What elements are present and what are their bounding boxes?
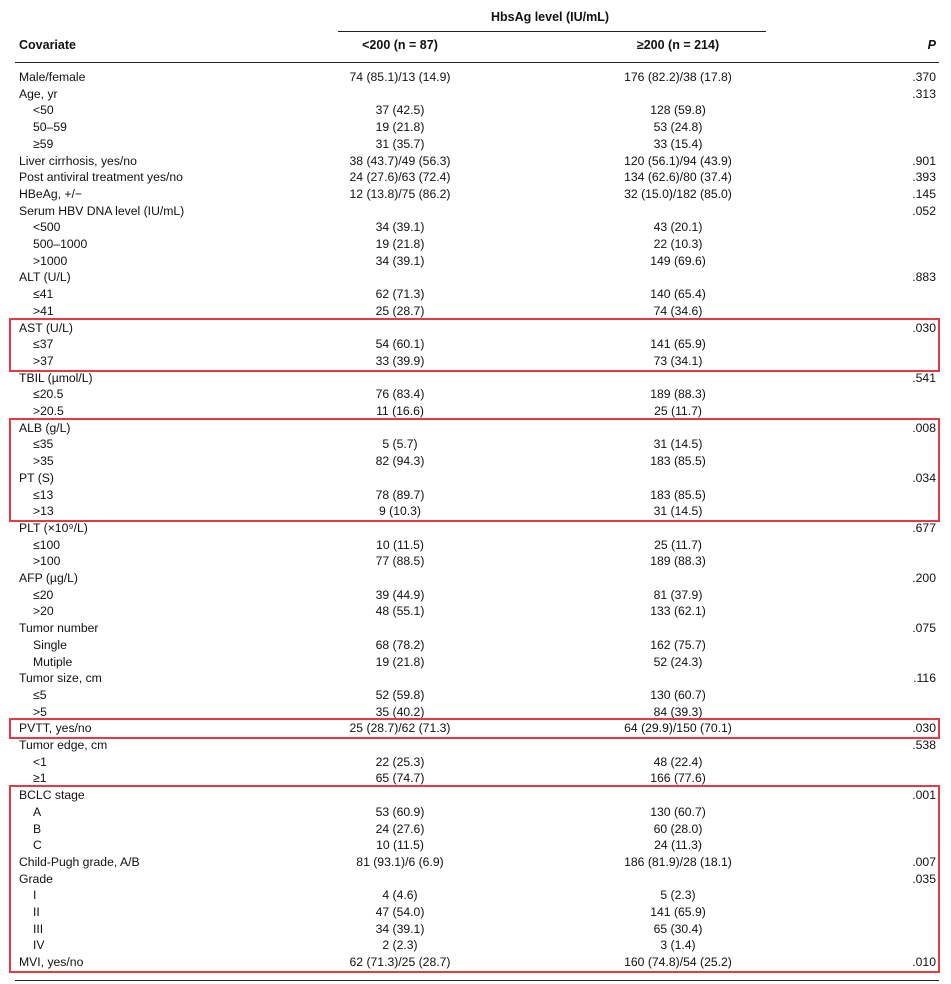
row-label: AFP (µg/L) xyxy=(19,571,78,585)
value-high: 31 (14.5) xyxy=(653,437,703,452)
value-low: 10 (11.5) xyxy=(376,838,424,853)
row-label: >100 xyxy=(33,554,61,569)
value-low: 81 (93.1)/6 (6.9) xyxy=(356,854,444,869)
table-row xyxy=(0,737,951,754)
value-high: 74 (34.6) xyxy=(653,303,703,318)
value-low: 31 (35.7) xyxy=(375,136,425,151)
value-low: 4 (4.6) xyxy=(382,888,418,903)
table-row xyxy=(0,654,951,671)
table-row xyxy=(0,102,951,119)
row-label: Post antiviral treatment yes/no xyxy=(19,170,183,185)
row-label: MVI, yes/no xyxy=(19,955,84,970)
value-high: 133 (62.1) xyxy=(650,604,706,619)
value-low: 34 (39.1) xyxy=(375,253,425,268)
group-header-rule xyxy=(338,31,766,32)
value-high: 134 (62.6)/80 (37.4) xyxy=(624,170,732,185)
value-low: 62 (71.3) xyxy=(375,287,425,302)
p-value: .393 xyxy=(912,170,936,185)
row-label: Tumor edge, cm xyxy=(19,738,108,752)
table-row xyxy=(0,69,951,86)
value-high: 22 (10.3) xyxy=(653,237,703,251)
value-low: 77 (88.5) xyxy=(375,554,425,569)
value-low: 65 (74.7) xyxy=(375,771,425,786)
row-label: ≤20.5 xyxy=(33,387,64,402)
table-row xyxy=(0,153,951,170)
table-row xyxy=(0,169,951,186)
row-label: Liver cirrhosis, yes/no xyxy=(19,153,137,168)
table-row xyxy=(0,286,951,303)
table-row xyxy=(0,687,951,704)
value-low: 47 (54.0) xyxy=(375,905,425,919)
row-label: Grade xyxy=(19,871,53,886)
highlight-box xyxy=(9,318,940,372)
row-label: ≤20 xyxy=(33,587,54,602)
row-label: ALT (U/L) xyxy=(19,270,71,285)
highlight-box xyxy=(9,785,940,973)
row-label: III xyxy=(33,921,44,936)
value-high: 52 (24.3) xyxy=(653,654,703,669)
row-label: HBeAg, +/− xyxy=(19,186,83,201)
row-label: Tumor size, cm xyxy=(19,671,102,686)
row-label: ALB (g/L) xyxy=(19,420,71,435)
row-label: >37 xyxy=(33,353,54,368)
row-label: II xyxy=(33,905,40,919)
value-high: 60 (28.0) xyxy=(653,821,703,836)
value-high: 25 (11.7) xyxy=(654,404,702,418)
table-row xyxy=(0,553,951,570)
value-low: 62 (71.3)/25 (28.7) xyxy=(349,955,451,970)
row-label: ≥1 xyxy=(33,771,47,786)
value-high: 53 (24.8) xyxy=(653,120,703,135)
value-low: 19 (21.8) xyxy=(375,654,425,669)
value-low: 68 (78.2) xyxy=(375,637,425,652)
value-high: 5 (2.3) xyxy=(660,888,696,903)
group-header: HbsAg level (IU/mL) xyxy=(490,10,610,24)
row-label: Serum HBV DNA level (IU/mL) xyxy=(19,203,185,218)
row-label: TBIL (µmol/L) xyxy=(19,370,93,385)
highlight-box xyxy=(9,718,940,739)
value-low: 76 (83.4) xyxy=(375,387,425,402)
table-row xyxy=(0,754,951,771)
value-high: 130 (60.7) xyxy=(650,804,706,819)
row-label: >5 xyxy=(33,704,47,719)
value-low: 2 (2.3) xyxy=(382,938,418,953)
row-label: C xyxy=(33,838,42,853)
row-label: Male/female xyxy=(19,70,86,84)
table-row xyxy=(0,136,951,153)
value-low: 24 (27.6)/63 (72.4) xyxy=(349,170,451,185)
value-high: 189 (88.3) xyxy=(650,554,706,569)
row-label: <50 xyxy=(33,103,54,118)
table-row xyxy=(0,253,951,270)
row-label: <1 xyxy=(33,754,47,769)
row-label: BCLC stage xyxy=(19,788,85,803)
column-header-row xyxy=(0,37,951,54)
row-label: ≤37 xyxy=(33,337,54,352)
value-high: 186 (81.9)/28 (18.1) xyxy=(624,854,732,869)
table-row xyxy=(0,620,951,637)
value-low: 53 (60.9) xyxy=(375,804,425,819)
value-low: 10 (11.5) xyxy=(376,537,424,552)
table-row xyxy=(0,219,951,236)
table-row xyxy=(0,386,951,403)
row-label: Single xyxy=(33,637,67,652)
value-low: 11 (16.6) xyxy=(376,404,424,418)
value-high: 81 (37.9) xyxy=(653,587,703,602)
value-low: 52 (59.8) xyxy=(375,687,425,702)
p-value: .145 xyxy=(912,186,936,201)
value-high: 183 (85.5) xyxy=(650,487,706,502)
value-high: 25 (11.7) xyxy=(654,537,702,552)
p-value: .052 xyxy=(912,203,936,218)
value-high: 64 (29.9)/150 (70.1) xyxy=(624,721,732,736)
column-header-low: <200 (n = 87) xyxy=(362,38,438,52)
row-label: 50–59 xyxy=(33,120,67,135)
p-value: .200 xyxy=(912,571,936,585)
row-label: 500–1000 xyxy=(33,237,88,251)
row-label: Age, yr xyxy=(19,86,58,101)
p-value: .007 xyxy=(912,854,936,869)
row-label: Tumor number xyxy=(19,621,99,636)
value-low: 39 (44.9) xyxy=(375,587,425,602)
row-label: >35 xyxy=(33,454,54,469)
value-low: 12 (13.8)/75 (86.2) xyxy=(349,186,451,201)
value-high: 149 (69.6) xyxy=(650,253,706,268)
value-low: 78 (89.7) xyxy=(375,487,425,502)
value-high: 160 (74.8)/54 (25.2) xyxy=(624,955,732,970)
value-high: 141 (65.9) xyxy=(650,337,706,352)
table-row xyxy=(0,119,951,136)
row-label: AST (U/L) xyxy=(19,320,73,335)
column-header-p: P xyxy=(927,38,936,52)
value-low: 33 (39.9) xyxy=(375,353,425,368)
value-high: 43 (20.1) xyxy=(653,220,703,235)
value-low: 25 (28.7) xyxy=(375,303,425,318)
p-value: .030 xyxy=(912,721,936,736)
column-header-high: ≥200 (n = 214) xyxy=(636,38,720,52)
value-high: 65 (30.4) xyxy=(653,921,703,936)
value-high: 31 (14.5) xyxy=(653,504,703,519)
value-low: 19 (21.8) xyxy=(375,120,425,135)
row-label: A xyxy=(33,804,42,819)
value-high: 128 (59.8) xyxy=(650,103,706,118)
value-low: 25 (28.7)/62 (71.3) xyxy=(349,721,451,736)
value-high: 48 (22.4) xyxy=(653,754,703,769)
value-low: 35 (40.2) xyxy=(375,704,425,719)
table-row xyxy=(0,86,951,103)
value-high: 140 (65.4) xyxy=(650,287,706,302)
value-low: 34 (39.1) xyxy=(375,921,425,936)
value-low: 5 (5.7) xyxy=(382,437,418,452)
row-label: ≤35 xyxy=(33,437,54,452)
value-low: 9 (10.3) xyxy=(378,504,421,519)
value-high: 73 (34.1) xyxy=(653,353,703,368)
bottom-rule xyxy=(15,980,939,981)
row-label: ≤5 xyxy=(33,687,47,702)
value-high: 32 (15.0)/182 (85.0) xyxy=(624,186,732,201)
value-high: 141 (65.9) xyxy=(650,905,706,919)
table-row xyxy=(0,637,951,654)
row-label: >41 xyxy=(33,303,54,318)
value-high: 162 (75.7) xyxy=(650,637,706,652)
row-label: I xyxy=(33,888,37,903)
p-value: .008 xyxy=(912,420,936,435)
value-low: 48 (55.1) xyxy=(375,604,425,619)
table-row xyxy=(0,587,951,604)
value-high: 33 (15.4) xyxy=(653,136,703,151)
table-row xyxy=(0,670,951,687)
value-high: 189 (88.3) xyxy=(650,387,706,402)
table-row xyxy=(0,236,951,253)
row-label: ≥59 xyxy=(33,136,54,151)
row-label: Mutiple xyxy=(33,654,73,669)
p-value: .030 xyxy=(912,320,936,335)
p-value: .883 xyxy=(912,270,936,285)
table-row xyxy=(0,520,951,537)
row-label: Child-Pugh grade, A/B xyxy=(19,854,140,869)
row-label: PT (S) xyxy=(19,470,54,485)
p-value: .116 xyxy=(913,671,936,686)
value-high: 3 (1.4) xyxy=(660,938,696,953)
row-label: >20 xyxy=(33,604,54,619)
row-label: ≤41 xyxy=(33,287,54,302)
value-high: 166 (77.6) xyxy=(650,771,706,786)
header-rule xyxy=(15,62,939,63)
p-value: .313 xyxy=(912,86,936,101)
column-header-covariate: Covariate xyxy=(19,38,76,52)
value-low: 74 (85.1)/13 (14.9) xyxy=(349,70,451,84)
value-low: 34 (39.1) xyxy=(375,220,425,235)
value-low: 22 (25.3) xyxy=(375,754,425,769)
p-value: .901 xyxy=(912,153,936,168)
row-label: ≤100 xyxy=(33,537,61,552)
highlight-box xyxy=(9,418,940,522)
p-value: .010 xyxy=(912,955,936,970)
value-low: 37 (42.5) xyxy=(375,103,425,118)
value-low: 82 (94.3) xyxy=(375,454,425,469)
row-label: PLT (×10⁹/L) xyxy=(19,520,88,535)
p-value: .035 xyxy=(912,871,936,886)
value-high: 120 (56.1)/94 (43.9) xyxy=(624,153,732,168)
p-value: .075 xyxy=(912,621,936,636)
value-high: 176 (82.2)/38 (17.8) xyxy=(624,70,732,84)
row-label: IV xyxy=(33,938,45,953)
value-high: 130 (60.7) xyxy=(650,687,706,702)
p-value: .541 xyxy=(912,370,936,385)
value-low: 54 (60.1) xyxy=(375,337,425,352)
table-row xyxy=(0,603,951,620)
table-row xyxy=(0,203,951,220)
row-label: <500 xyxy=(33,220,61,235)
table-row xyxy=(0,370,951,387)
value-low: 19 (21.8) xyxy=(375,237,425,251)
row-label: >20.5 xyxy=(33,404,64,418)
table-row xyxy=(0,570,951,587)
value-high: 24 (11.3) xyxy=(654,838,702,853)
p-value: .034 xyxy=(912,470,936,485)
table-row xyxy=(0,537,951,554)
group-header-row xyxy=(0,9,951,26)
p-value: .001 xyxy=(912,788,936,803)
value-low: 24 (27.6) xyxy=(375,821,425,836)
table-row xyxy=(0,269,951,286)
value-high: 84 (39.3) xyxy=(653,704,703,719)
row-label: >1000 xyxy=(33,253,68,268)
value-low: 38 (43.7)/49 (56.3) xyxy=(349,153,451,168)
row-label: >13 xyxy=(33,504,54,519)
p-value: .677 xyxy=(912,520,936,535)
table-row xyxy=(0,186,951,203)
row-label: PVTT, yes/no xyxy=(19,721,92,736)
p-value: .370 xyxy=(912,70,936,84)
value-high: 183 (85.5) xyxy=(650,454,706,469)
row-label: ≤13 xyxy=(33,487,54,502)
row-label: B xyxy=(33,821,42,836)
p-value: .538 xyxy=(912,738,936,752)
